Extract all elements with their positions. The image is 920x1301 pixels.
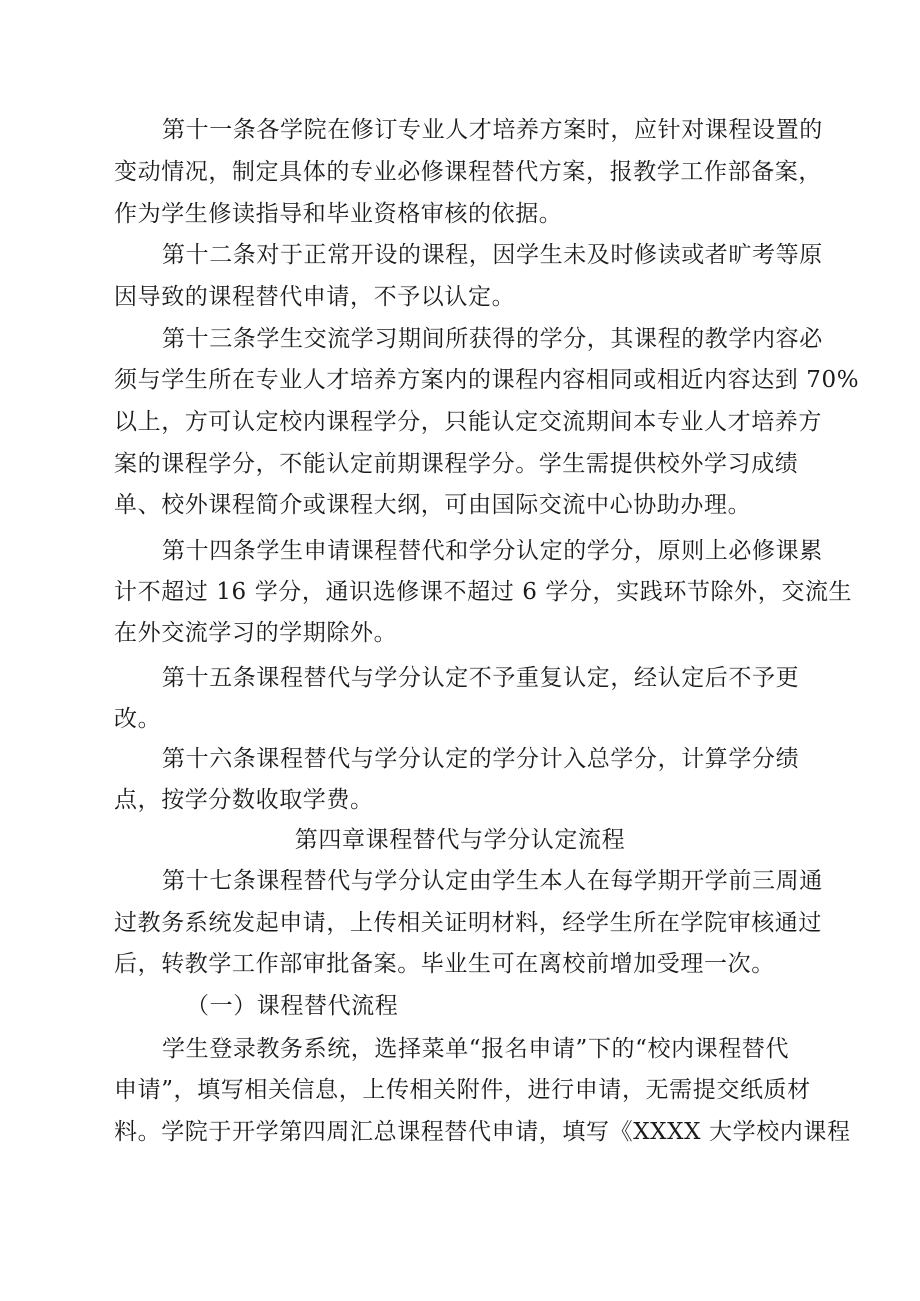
article-17-line-3: 后，转教学工作部审批备案。毕业生可在离校前增加受理一次。 bbox=[114, 951, 775, 977]
section-1-heading: （一）课程替代流程 bbox=[186, 993, 399, 1019]
article-15-line-2: 改。 bbox=[114, 706, 162, 732]
article-13-line-1: 第十三条学生交流学习期间所获得的学分，其课程的教学内容必 bbox=[162, 326, 823, 352]
article-11-line-2: 变动情况，制定具体的专业必修课程替代方案，报教学工作部备案， bbox=[114, 159, 822, 185]
chapter-4-heading: 第四章课程替代与学分认定流程 bbox=[294, 827, 626, 853]
article-13-line-4: 案的课程学分，不能认定前期课程学分。学生需提供校外学习成绩 bbox=[114, 451, 799, 477]
section-1-line-2: 申请”，填写相关信息，上传相关附件，进行申请，无需提交纸质材 bbox=[114, 1077, 811, 1103]
article-14-line-3: 在外交流学习的学期除外。 bbox=[114, 620, 398, 646]
section-1-line-1: 学生登录教务系统，选择菜单“报名申请”下的“校内课程替代 bbox=[162, 1036, 790, 1062]
article-17-line-2: 过教务系统发起申请，上传相关证明材料，经学生所在学院审核通过 bbox=[114, 910, 822, 936]
article-12-line-2: 因导致的课程替代申请，不予以认定。 bbox=[114, 284, 516, 310]
article-13-line-5: 单、校外课程简介或课程大纲，可由国际交流中心协助办理。 bbox=[114, 492, 752, 518]
article-13-line-2: 须与学生所在专业人才培养方案内的课程内容相同或相近内容达到 70% bbox=[114, 367, 860, 393]
article-14-line-1: 第十四条学生申请课程替代和学分认定的学分，原则上必修课累 bbox=[162, 538, 823, 564]
article-12-line-1: 第十二条对于正常开设的课程，因学生未及时修读或者旷考等原 bbox=[162, 242, 823, 268]
article-16-line-2: 点，按学分数收取学费。 bbox=[114, 787, 374, 813]
article-11-line-3: 作为学生修读指导和毕业资格审核的依据。 bbox=[114, 201, 563, 227]
article-16-line-1: 第十六条课程替代与学分认定的学分计入总学分，计算学分绩 bbox=[162, 746, 800, 772]
article-11-line-1: 第十一条各学院在修订专业人才培养方案时，应针对课程设置的 bbox=[162, 117, 823, 143]
article-13-line-3: 以上，方可认定校内课程学分，只能认定交流期间本专业人才培养方 bbox=[114, 409, 822, 435]
article-14-line-2: 计不超过 16 学分，通识选修课不超过 6 学分，实践环节除外，交流生 bbox=[114, 579, 853, 605]
article-15-line-1: 第十五条课程替代与学分认定不予重复认定，经认定后不予更 bbox=[162, 665, 800, 691]
section-1-line-3: 料。学院于开学第四周汇总课程替代申请，填写《XXXX 大学校内课程 bbox=[114, 1119, 851, 1145]
article-17-line-1: 第十七条课程替代与学分认定由学生本人在每学期开学前三周通 bbox=[162, 868, 823, 894]
